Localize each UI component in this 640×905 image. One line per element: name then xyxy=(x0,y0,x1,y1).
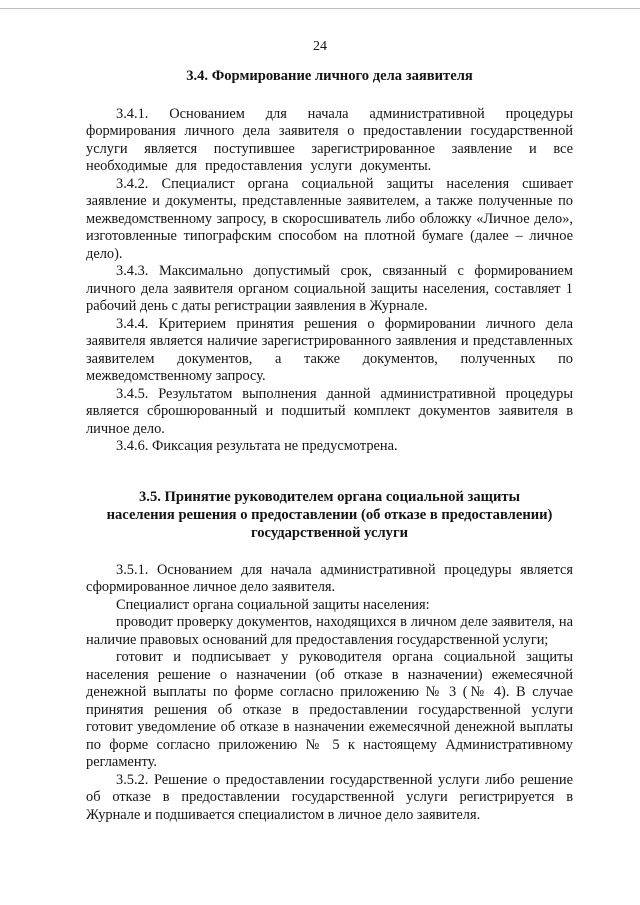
paragraph-specialist-intro: Специалист органа социальной защиты населения: xyxy=(116,596,430,613)
section-3-5-heading-line-1: 3.5. Принятие руководителем органа социальной защиты xyxy=(139,488,520,505)
top-border-line xyxy=(0,8,640,9)
paragraph-prepares-decision: готовит и подписывает у руководителя органа социальной защиты населения решение о назначении (об отказе в назначении) ежемесячной денежной выплаты по форме согласно приложению № 3 (№ 4). В случае принятия решения об отказе в предоставлении государственной услуги готовит уведомление об отказе в назначении ежемесячной денежной выплаты по форме согласно приложению № 5 к настоящему Административному регламенту. xyxy=(86,649,573,770)
page-number: 24 xyxy=(313,39,327,54)
paragraph-3-4-1: 3.4.1. Основанием для начала административной процедуры формирования личного дела заявителя о предоставлении государственной услуги является поступившее зарегистрированное заявление и все необходимые для предоставления услуги документы. xyxy=(86,105,573,174)
paragraph-3-4-2: 3.4.2. Специалист органа социальной защиты населения сшивает заявление и документы, представленные заявителем, а также полученные по межведомственному запросу, в скоросшиватель либо обложку «Личное дело», изготовленные типографским способом на плотной бумаге (далее – личное дело). xyxy=(86,175,573,262)
section-3-4-heading: 3.4. Формирование личного дела заявителя xyxy=(186,68,473,84)
paragraph-checks-documents: проводит проверку документов, находящихся в личном деле заявителя, на наличие правовых оснований для предоставления государственной услуги; xyxy=(86,614,573,648)
paragraph-3-4-5: 3.4.5. Результатом выполнения данной административной процедуры является сброшюрованный и подшитый комплект документов заявителя в личное дело. xyxy=(86,385,573,437)
paragraph-3-4-3: 3.4.3. Максимально допустимый срок, связанный с формированием личного дела заявителя органом социальной защиты населения, составляет 1 рабочий день с даты регистрации заявления в Журнале. xyxy=(86,263,573,314)
section-3-5-heading-line-3: государственной услуги xyxy=(250,524,409,541)
section-3-5-heading xyxy=(86,488,573,542)
page-content xyxy=(86,68,573,824)
paragraph-3-4-6: 3.4.6. Фиксация результата не предусмотрена. xyxy=(116,438,398,454)
section-3-5-heading-line-2: населения решения о предоставлении (об отказе в предоставлении) xyxy=(106,506,553,523)
paragraph-3-5-1: 3.5.1. Основанием для начала административной процедуры является сформированное личное дело заявителя. xyxy=(86,561,573,595)
paragraph-3-4-4: 3.4.4. Критерием принятия решения о формировании личного дела заявителя является наличие зарегистрированного заявления и представленных заявителем документов, а также документов, полученных по межведомственному запросу. xyxy=(86,315,573,384)
paragraph-3-5-2: 3.5.2. Решение о предоставлении государственной услуги либо решение об отказе в предоставлении государственной услуги регистрируется в Журнале и подшивается специалистом в личное дело заявителя. xyxy=(86,771,573,823)
